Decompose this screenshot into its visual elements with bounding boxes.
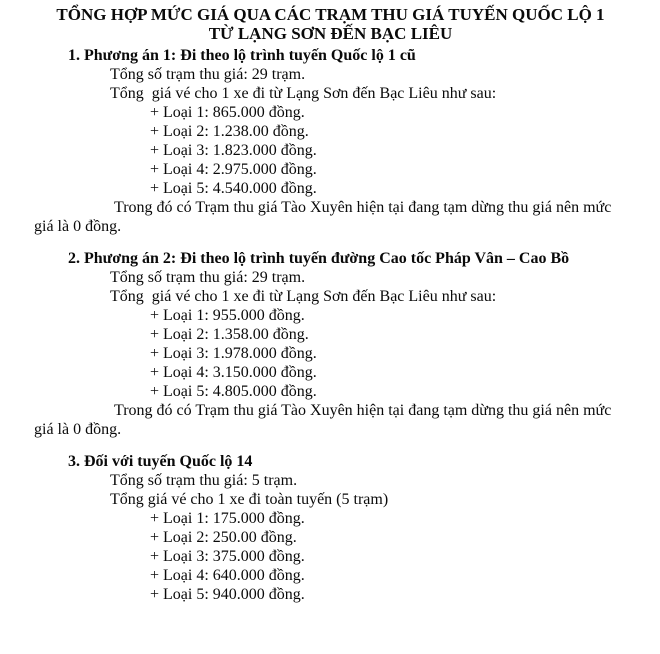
section-1-fare-intro: Tổng giá vé cho 1 xe đi từ Lạng Sơn đến Bạc Liêu như sau: [110,85,497,102]
section-2-heading: 2. Phương án 2: Đi theo lộ trình tuyến đường Cao tốc Pháp Vân – Cao Bồ [68,250,570,267]
section-2-price-type-1: + Loại 1: 955.000 đồng. [150,307,305,324]
section-plan-1 [34,46,627,236]
section-2-price-type-5: + Loại 5: 4.805.000 đồng. [150,383,317,400]
section-2-price-type-2: + Loại 2: 1.358.00 đồng. [150,326,309,343]
section-1-price-type-1: + Loại 1: 865.000 đồng. [150,104,305,121]
section-1-price-type-5: + Loại 5: 4.540.000 đồng. [150,180,317,197]
section-2-fare-intro: Tổng giá vé cho 1 xe đi từ Lạng Sơn đến Bạc Liêu như sau: [110,288,497,305]
section-1-price-type-3: + Loại 3: 1.823.000 đồng. [150,142,317,159]
section-3-station-count: Tổng số trạm thu giá: 5 trạm. [110,472,298,489]
section-3-price-type-4: + Loại 4: 640.000 đồng. [150,567,305,584]
section-2-price-type-4: + Loại 4: 3.150.000 đồng. [150,364,317,381]
title-line-1: TỔNG HỢP MỨC GIÁ QUA CÁC TRẠM THU GIÁ TUYẾN QUỐC LỘ 1 [56,5,605,24]
section-1-heading: 1. Phương án 1: Đi theo lộ trình tuyến Quốc lộ 1 cũ [68,47,416,64]
section-3-heading: 3. Đối với tuyến Quốc lộ 14 [68,453,253,470]
section-3-price-type-1: + Loại 1: 175.000 đồng. [150,510,305,527]
section-3-price-type-5: + Loại 5: 940.000 đồng. [150,586,305,603]
section-2-station-count: Tổng số trạm thu giá: 29 trạm. [110,269,306,286]
section-3-price-type-2: + Loại 2: 250.00 đồng. [150,529,297,546]
section-1-station-count: Tổng số trạm thu giá: 29 trạm. [110,66,306,83]
section-3-fare-intro: Tổng giá vé cho 1 xe đi toàn tuyến (5 trạm) [110,491,389,508]
section-2-note: Trong đó có Trạm thu giá Tào Xuyên hiện tại đang tạm dừng thu giá nên mức giá là 0 đồng. [34,402,616,438]
title-line-2: TỪ LẠNG SƠN ĐẾN BẠC LIÊU [208,24,453,43]
section-2-price-type-3: + Loại 3: 1.978.000 đồng. [150,345,317,362]
section-1-price-type-2: + Loại 2: 1.238.00 đồng. [150,123,309,140]
section-route-ql14 [34,452,627,604]
section-1-note: Trong đó có Trạm thu giá Tào Xuyên hiện tại đang tạm dừng thu giá nên mức giá là 0 đồng. [34,199,616,235]
section-plan-2 [34,249,627,439]
section-3-price-type-3: + Loại 3: 375.000 đồng. [150,548,305,565]
document-title [34,5,627,43]
section-1-price-type-4: + Loại 4: 2.975.000 đồng. [150,161,317,178]
